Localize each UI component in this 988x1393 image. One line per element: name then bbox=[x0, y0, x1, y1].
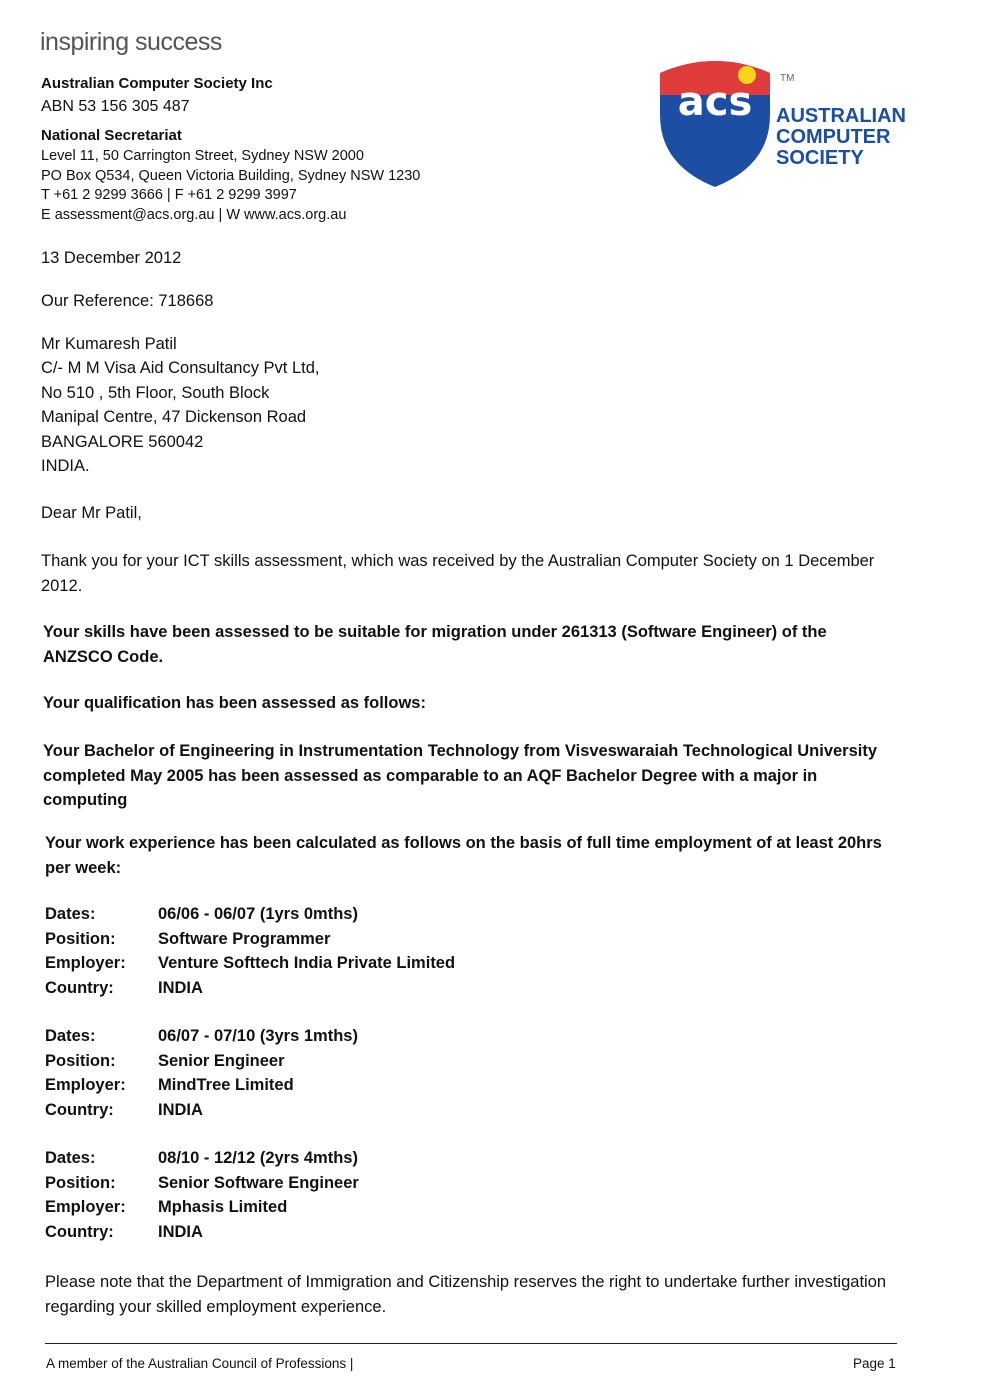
footer-membership: A member of the Australian Council of Professions | bbox=[46, 1356, 354, 1371]
intro-paragraph: Thank you for your ICT skills assessment, which was received by the Australian Computer Society on 1 December 2012. bbox=[41, 552, 875, 595]
work-entry bbox=[45, 902, 455, 1000]
position-label: Position: bbox=[45, 929, 116, 948]
letter-date: 13 December 2012 bbox=[41, 249, 182, 267]
reference-number: Our Reference: 718668 bbox=[41, 292, 214, 310]
abn-number: ABN 53 156 305 487 bbox=[41, 98, 190, 115]
work-dates: 06/06 - 06/07 (1yrs 0mths) bbox=[158, 905, 358, 923]
employer-label: Employer: bbox=[45, 1076, 126, 1094]
work-employer: Mphasis Limited bbox=[158, 1198, 288, 1216]
work-dates: 08/10 - 12/12 (2yrs 4mths) bbox=[158, 1149, 358, 1167]
work-entry bbox=[45, 1024, 358, 1122]
contact-line: E assessment@acs.org.au | W www.acs.org.au bbox=[41, 207, 347, 223]
phone-line: T +61 2 9299 3666 | F +61 2 9299 3997 bbox=[41, 187, 297, 203]
work-dates: 06/07 - 07/10 (3yrs 1mths) bbox=[158, 1027, 358, 1045]
work-employer: MindTree Limited bbox=[158, 1076, 294, 1094]
recipient-line: C/- M M Visa Aid Consultancy Pvt Ltd, bbox=[41, 359, 320, 377]
address-line: PO Box Q534, Queen Victoria Building, Sydney NSW 1230 bbox=[41, 168, 421, 184]
wordmark-line: AUSTRALIAN bbox=[776, 105, 905, 127]
work-country: INDIA bbox=[158, 978, 203, 997]
acs-shield-icon bbox=[655, 55, 905, 190]
country-label: Country: bbox=[45, 978, 114, 997]
work-employer: Venture Softtech India Private Limited bbox=[158, 954, 456, 972]
dates-label: Dates: bbox=[45, 905, 96, 923]
dates-label: Dates: bbox=[45, 1149, 96, 1167]
immigration-note: Please note that the Department of Immigration and Citizenship reserves the right to undertake further investigation regarding your skilled employment experience. bbox=[45, 1273, 887, 1316]
qualification-text: Your Bachelor of Engineering in Instrumentation Technology from Visveswaraiah Technological University completed May 2005 has been assessed as comparable to an AQF Bachelor Degree with a major in computing bbox=[43, 742, 878, 809]
work-position: Senior Software Engineer bbox=[158, 1173, 359, 1192]
position-label: Position: bbox=[45, 1051, 116, 1070]
work-country: INDIA bbox=[158, 1222, 203, 1241]
country-label: Country: bbox=[45, 1100, 114, 1119]
work-position: Software Programmer bbox=[158, 929, 331, 948]
country-label: Country: bbox=[45, 1222, 114, 1241]
recipient-line: BANGALORE 560042 bbox=[41, 433, 204, 451]
address-line: Level 11, 50 Carrington Street, Sydney NSW 2000 bbox=[41, 148, 364, 164]
work-heading: Your work experience has been calculated as follows on the basis of full time employment of at least 20hrs per week: bbox=[45, 834, 882, 877]
trademark-symbol: TM bbox=[780, 73, 795, 84]
recipient-line: No 510 , 5th Floor, South Block bbox=[41, 384, 270, 402]
qualification-heading: Your qualification has been assessed as follows: bbox=[43, 694, 426, 712]
wordmark-line: COMPUTER bbox=[776, 126, 891, 148]
salutation: Dear Mr Patil, bbox=[41, 504, 142, 522]
work-country: INDIA bbox=[158, 1100, 203, 1119]
tagline: inspiring success bbox=[40, 28, 222, 56]
recipient-line: INDIA. bbox=[41, 457, 90, 475]
employer-label: Employer: bbox=[45, 954, 126, 972]
dates-label: Dates: bbox=[45, 1027, 96, 1045]
recipient-line: Mr Kumaresh Patil bbox=[41, 335, 177, 353]
secretariat-title: National Secretariat bbox=[41, 127, 182, 144]
recipient-line: Manipal Centre, 47 Dickenson Road bbox=[41, 408, 307, 426]
work-position: Senior Engineer bbox=[158, 1051, 285, 1070]
logo-mark-text: acs bbox=[677, 79, 753, 125]
work-entry bbox=[45, 1146, 359, 1244]
org-name: Australian Computer Society Inc bbox=[41, 75, 273, 92]
acs-logo bbox=[655, 55, 905, 190]
wordmark-line: SOCIETY bbox=[776, 147, 864, 169]
footer-divider bbox=[45, 1343, 897, 1344]
skills-statement: Your skills have been assessed to be suitable for migration under 261313 (Software Engineer) of the ANZSCO Code. bbox=[43, 623, 827, 666]
page-number: Page 1 bbox=[853, 1356, 896, 1371]
employer-label: Employer: bbox=[45, 1198, 126, 1216]
position-label: Position: bbox=[45, 1173, 116, 1192]
